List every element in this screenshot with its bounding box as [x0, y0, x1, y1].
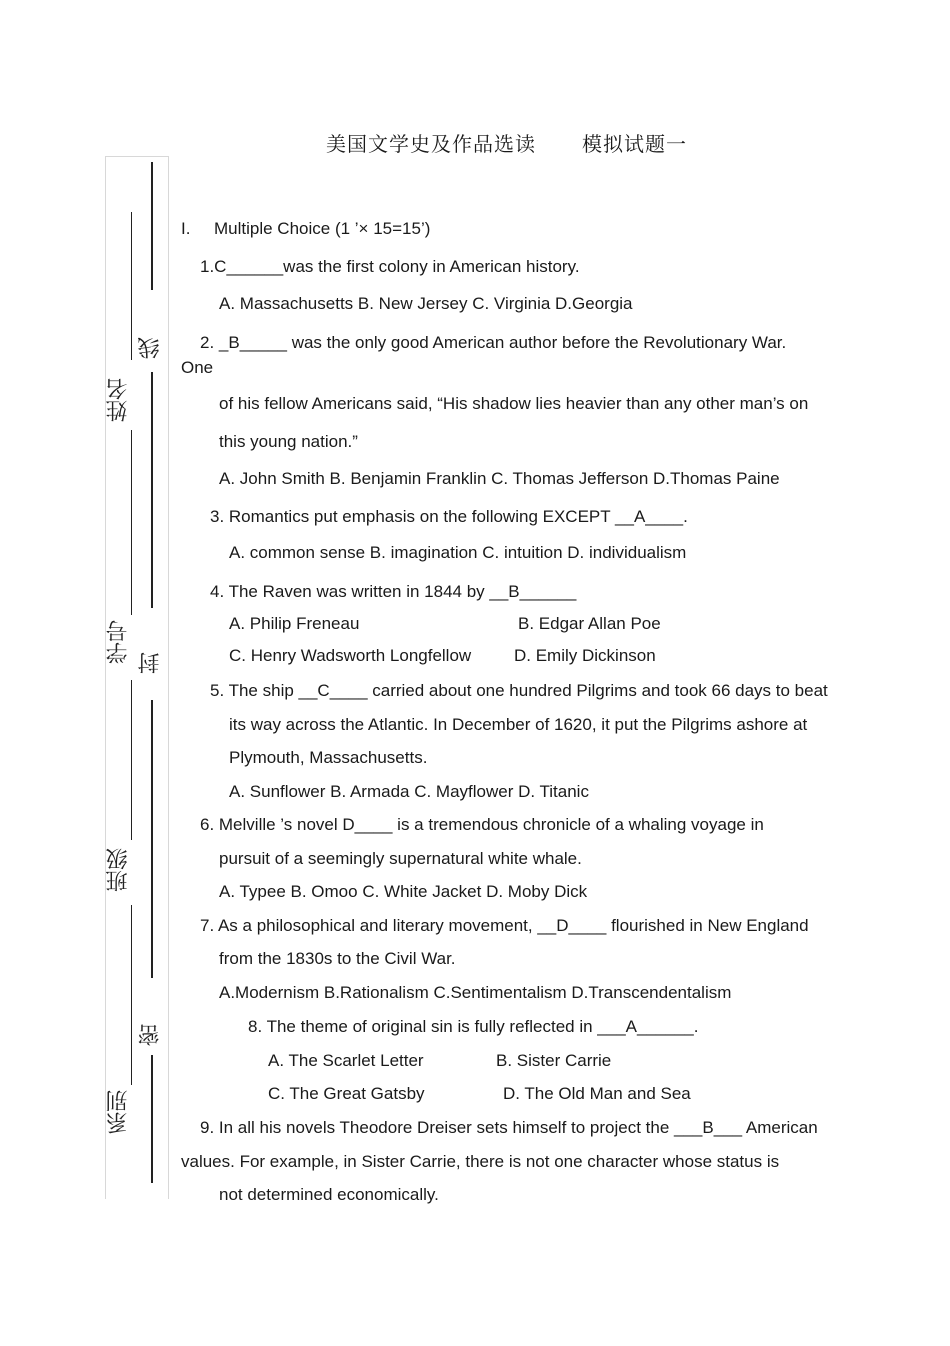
question-2-stem-line1: 2. _B_____ was the only good American author before the Revolutionary War. — [200, 333, 787, 352]
class-label: 班级 — [106, 848, 131, 892]
question-7-stem-line2: from the 1830s to the Civil War. — [219, 949, 456, 968]
question-9-stem-line1: 9. In all his novels Theodore Dreiser sets himself to project the ___B___ American — [200, 1118, 818, 1137]
question-5-options: A. Sunflower B. Armada C. Mayflower D. Titanic — [229, 782, 589, 801]
question-8-option-b: B. Sister Carrie — [496, 1051, 612, 1070]
question-3-options: A. common sense B. imagination C. intuition D. individualism — [229, 543, 687, 562]
question-8-option-d: D. The Old Man and Sea — [503, 1084, 691, 1103]
question-9-stem-line2: values. For example, in Sister Carrie, there is not one character whose status is — [181, 1152, 780, 1171]
question-6-stem-line2: pursuit of a seemingly supernatural white whale. — [219, 849, 582, 868]
question-4-option-b: B. Edgar Allan Poe — [518, 614, 661, 633]
seal-mark: 封 — [138, 652, 163, 674]
binding-line-segment — [151, 1055, 153, 1183]
name-blank-line — [131, 212, 132, 360]
question-5-stem-line3: Plymouth, Massachusetts. — [229, 748, 428, 767]
binding-line-segment — [151, 372, 153, 608]
question-6-options: A. Typee B. Omoo C. White Jacket D. Moby Dick — [219, 882, 588, 901]
question-4-option-c: C. Henry Wadsworth Longfellow — [229, 646, 472, 665]
question-8-option-c: C. The Great Gatsby — [268, 1084, 425, 1103]
question-3-stem: 3. Romantics put emphasis on the following EXCEPT __A____. — [210, 507, 688, 526]
question-4-stem: 4. The Raven was written in 1844 by __B______ — [210, 582, 577, 601]
question-5-stem-line1: 5. The ship __C____ carried about one hundred Pilgrims and took 66 days to beat — [210, 681, 828, 700]
student-id-label: 学号 — [106, 620, 131, 664]
question-8-option-a: A. The Scarlet Letter — [268, 1051, 424, 1070]
question-1-options: A. Massachusetts B. New Jersey C. Virginia D.Georgia — [219, 294, 633, 313]
secret-mark: 密 — [138, 1024, 163, 1046]
student-id-blank-line — [131, 430, 132, 615]
question-9-stem-line3: not determined economically. — [219, 1185, 439, 1204]
department-label: 系别 — [106, 1090, 131, 1134]
binding-line-segment — [151, 162, 153, 290]
question-2-stem-line4: this young nation.” — [219, 432, 358, 451]
name-label: 姓名 — [106, 378, 131, 422]
question-4-option-a: A. Philip Freneau — [229, 614, 360, 633]
page-title-left: 美国文学史及作品选读 — [326, 132, 536, 156]
question-7-options: A.Modernism B.Rationalism C.Sentimentalism D.Transcendentalism — [219, 983, 732, 1002]
question-2-options: A. John Smith B. Benjamin Franklin C. Thomas Jefferson D.Thomas Paine — [219, 469, 780, 488]
binding-line-segment — [151, 700, 153, 978]
question-8-stem: 8. The theme of original sin is fully reflected in ___A______. — [248, 1017, 699, 1036]
line-mark: 线 — [138, 337, 163, 359]
department-blank-line — [131, 905, 132, 1085]
section-number: I. — [181, 219, 191, 238]
question-6-stem-line1: 6. Melville ’s novel D____ is a tremendous chronicle of a whaling voyage in — [200, 815, 764, 834]
question-2-stem-line2: One — [181, 358, 214, 377]
section-title: Multiple Choice (1 ’× 15=15’) — [214, 219, 431, 238]
question-5-stem-line2: its way across the Atlantic. In December of 1620, it put the Pilgrims ashore at — [229, 715, 808, 734]
question-4-option-d: D. Emily Dickinson — [514, 646, 656, 665]
class-blank-line — [131, 680, 132, 840]
page-title-right: 模拟试题一 — [582, 132, 687, 156]
question-7-stem-line1: 7. As a philosophical and literary movement, __D____ flourished in New England — [200, 916, 809, 935]
question-1-stem: 1.C______was the first colony in American history. — [200, 257, 580, 276]
question-2-stem-line3: of his fellow Americans said, “His shadow lies heavier than any other man’s on — [219, 394, 809, 413]
